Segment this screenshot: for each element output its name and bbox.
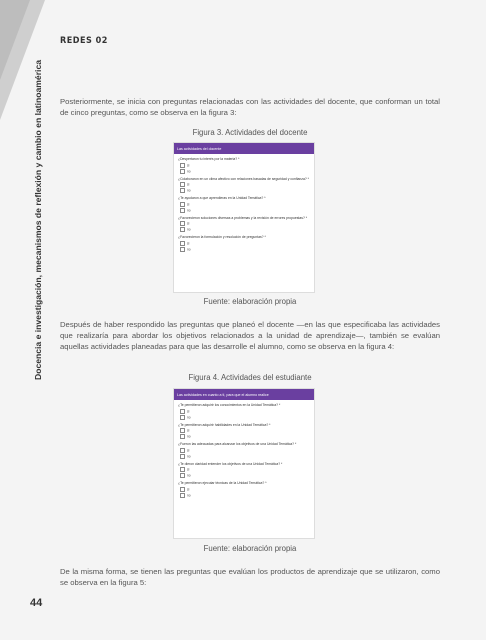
checkbox-icon[interactable] bbox=[180, 247, 185, 252]
option-label: si bbox=[187, 467, 190, 472]
form-header: Las actividades en cuanto a ti, para que el alumno realice bbox=[174, 391, 314, 400]
checkbox-icon[interactable] bbox=[180, 241, 185, 246]
option-label: no bbox=[187, 453, 191, 458]
form-header: Las actividades del docente bbox=[174, 145, 314, 154]
figure-4-source: Fuente: elaboración propia bbox=[203, 544, 297, 553]
checkbox-icon[interactable] bbox=[180, 434, 185, 439]
form-question: ¿Te permitieron adquirir los conocimientos en la Unidad Temática? * bbox=[178, 403, 281, 407]
option-label: no bbox=[187, 227, 191, 232]
checkbox-icon[interactable] bbox=[180, 487, 185, 492]
option-label: si bbox=[187, 182, 190, 187]
form-option[interactable] bbox=[174, 492, 314, 498]
option-label: si bbox=[187, 428, 190, 433]
option-label: no bbox=[187, 492, 191, 497]
option-label: si bbox=[187, 221, 190, 226]
form-question: ¿Te ayudaron a que aprendieras en la Unidad Temática? * bbox=[178, 196, 266, 200]
checkbox-icon[interactable] bbox=[180, 188, 185, 193]
option-label: no bbox=[187, 207, 191, 212]
form-question: ¿Despertaron tu interés por la materia? * bbox=[178, 157, 240, 161]
form-question: ¿Colaboraron en un clima afectivo con relaciones basadas de seguridad y confianza? * bbox=[178, 176, 309, 181]
option-label: si bbox=[187, 408, 190, 413]
option-label: no bbox=[187, 168, 191, 173]
checkbox-icon[interactable] bbox=[180, 415, 185, 420]
checkbox-icon[interactable] bbox=[180, 409, 185, 414]
option-label: no bbox=[187, 246, 191, 251]
running-header: REDES 02 bbox=[60, 36, 108, 46]
checkbox-icon[interactable] bbox=[180, 208, 185, 213]
option-label: si bbox=[187, 162, 190, 167]
option-label: si bbox=[187, 201, 190, 206]
figure-4-form bbox=[173, 388, 315, 539]
option-label: no bbox=[187, 434, 191, 439]
checkbox-icon[interactable] bbox=[180, 454, 185, 459]
checkbox-icon[interactable] bbox=[180, 493, 185, 498]
paragraph-2: Después de haber respondido las preguntas que planeó el docente —en las que especificaba las actividades que realizaría para abordar los objetivos relacionados a la unidad de aprendizaje—, también se evalúan aquellas actividades planeadas para que las desarrolle el alumno, como se observa en la figura 4: bbox=[60, 320, 440, 351]
checkbox-icon[interactable] bbox=[180, 473, 185, 478]
option-label: si bbox=[187, 240, 190, 245]
checkbox-icon[interactable] bbox=[180, 169, 185, 174]
checkbox-icon[interactable] bbox=[180, 182, 185, 187]
form-option[interactable] bbox=[174, 246, 314, 252]
checkbox-icon[interactable] bbox=[180, 202, 185, 207]
form-question: ¿Te permitieron adquirir habilidades en la Unidad Temática? * bbox=[178, 422, 271, 427]
figure-3-form bbox=[173, 142, 315, 293]
checkbox-icon[interactable] bbox=[180, 467, 185, 472]
checkbox-icon[interactable] bbox=[180, 448, 185, 453]
side-title: Docencia e investigación, mecanismos de reflexión y cambio en latinoamérica bbox=[33, 60, 43, 380]
figure-3-caption: Figura 3. Actividades del docente bbox=[192, 128, 308, 137]
option-label: si bbox=[187, 486, 190, 491]
form-question: ¿Te dieron claridad entender los objetivos de una Unidad Temática? * bbox=[178, 461, 283, 466]
form-question: ¿Fueron las adecuadas para alcanzar los objetivos de una Unidad Temática? * bbox=[178, 442, 297, 446]
option-label: no bbox=[187, 414, 191, 419]
option-label: no bbox=[187, 473, 191, 478]
page-number: 44 bbox=[30, 597, 43, 609]
checkbox-icon[interactable] bbox=[180, 227, 185, 232]
option-label: no bbox=[187, 188, 191, 193]
checkbox-icon[interactable] bbox=[180, 221, 185, 226]
figure-3-source: Fuente: elaboración propia bbox=[203, 297, 297, 306]
checkbox-icon[interactable] bbox=[180, 428, 185, 433]
paragraph-1: Posteriormente, se inicia con preguntas relacionadas con las actividades del docente, que conforman un total de cinco preguntas, como se observa en la figura 3: bbox=[60, 97, 440, 117]
form-question: ¿Favorecieron soluciones diversas a problemas y la revisión de errores propuestas? * bbox=[178, 215, 308, 220]
figure-4-caption: Figura 4. Actividades del estudiante bbox=[188, 373, 312, 382]
option-label: si bbox=[187, 447, 190, 452]
paragraph-3: De la misma forma, se tienen las preguntas que evalúan los productos de aprendizaje que se utilizaron, como se observa en la figura 5: bbox=[60, 567, 440, 587]
form-question: ¿Te permitieron ejecutar técnicas de la Unidad Temática? * bbox=[178, 481, 267, 485]
checkbox-icon[interactable] bbox=[180, 163, 185, 168]
form-question: ¿Favorecieron la formulación y resolución de preguntas? * bbox=[178, 235, 266, 239]
